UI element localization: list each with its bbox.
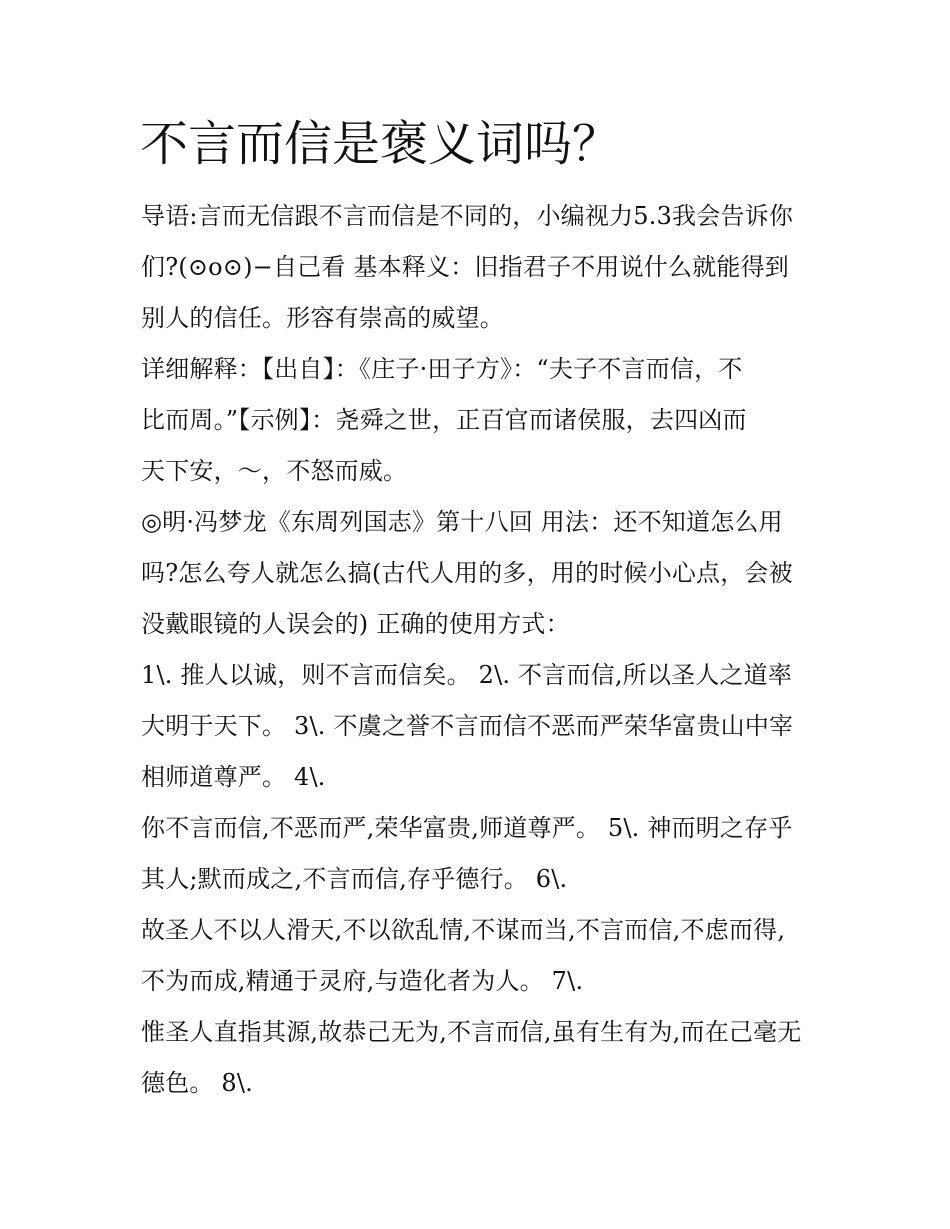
body-line: ◎明·冯梦龙《东周列国志》第十八回 用法：还不知道怎么用 (141, 508, 783, 536)
body-line: 大明于天下。 3\. 不虞之誉不言而信不恶而严荣华富贵山中宰 (141, 712, 794, 740)
body-line: 别人的信任。形容有崇高的威望。 (141, 304, 504, 332)
page-title: 不言而信是褒义词吗？ (140, 116, 621, 172)
body-line: 故圣人不以人滑天,不以欲乱情,不谋而当,不言而信,不虑而得, (141, 916, 786, 944)
body-line: 1\. 推人以诚，则不言而信矣。 2\. 不言而信,所以圣人之道率 (141, 661, 793, 689)
body-line: 没戴眼镜的人误会的) 正确的使用方式： (141, 610, 570, 638)
body-line: 德色。 8\. (141, 1069, 254, 1097)
body-line: 们?(⊙o⊙)−自己看 基本释义：旧指君子不用说什么就能得到 (141, 253, 789, 281)
body-line: 相师道尊严。 4\. (141, 763, 326, 791)
body-line: 你不言而信,不恶而严,荣华富贵,师道尊严。 5\. 神而明之存乎 (141, 814, 793, 842)
body-line: 详细解释：【出自】：《庄子·田子方》：“夫子不言而信，不 (141, 355, 743, 383)
body-line: 天下安，～，不怒而威。 (141, 457, 408, 485)
body-line: 吗?怎么夸人就怎么搞(古代人用的多，用的时候小心点，会被 (141, 559, 793, 587)
body-line: 不为而成,精通于灵府,与造化者为人。 7\. (141, 967, 584, 995)
body-line: 导语:言而无信跟不言而信是不同的，小编视力5.3我会告诉你 (141, 202, 794, 230)
body-line: 其人;默而成之,不言而信,存乎德行。 6\. (141, 865, 568, 893)
body-line: 惟圣人直指其源,故恭己无为,不言而信,虽有生有为,而在己毫无 (141, 1018, 802, 1046)
body-line: 比而周。”【示例】：尧舜之世，正百官而诸侯服，去四凶而 (141, 406, 747, 434)
